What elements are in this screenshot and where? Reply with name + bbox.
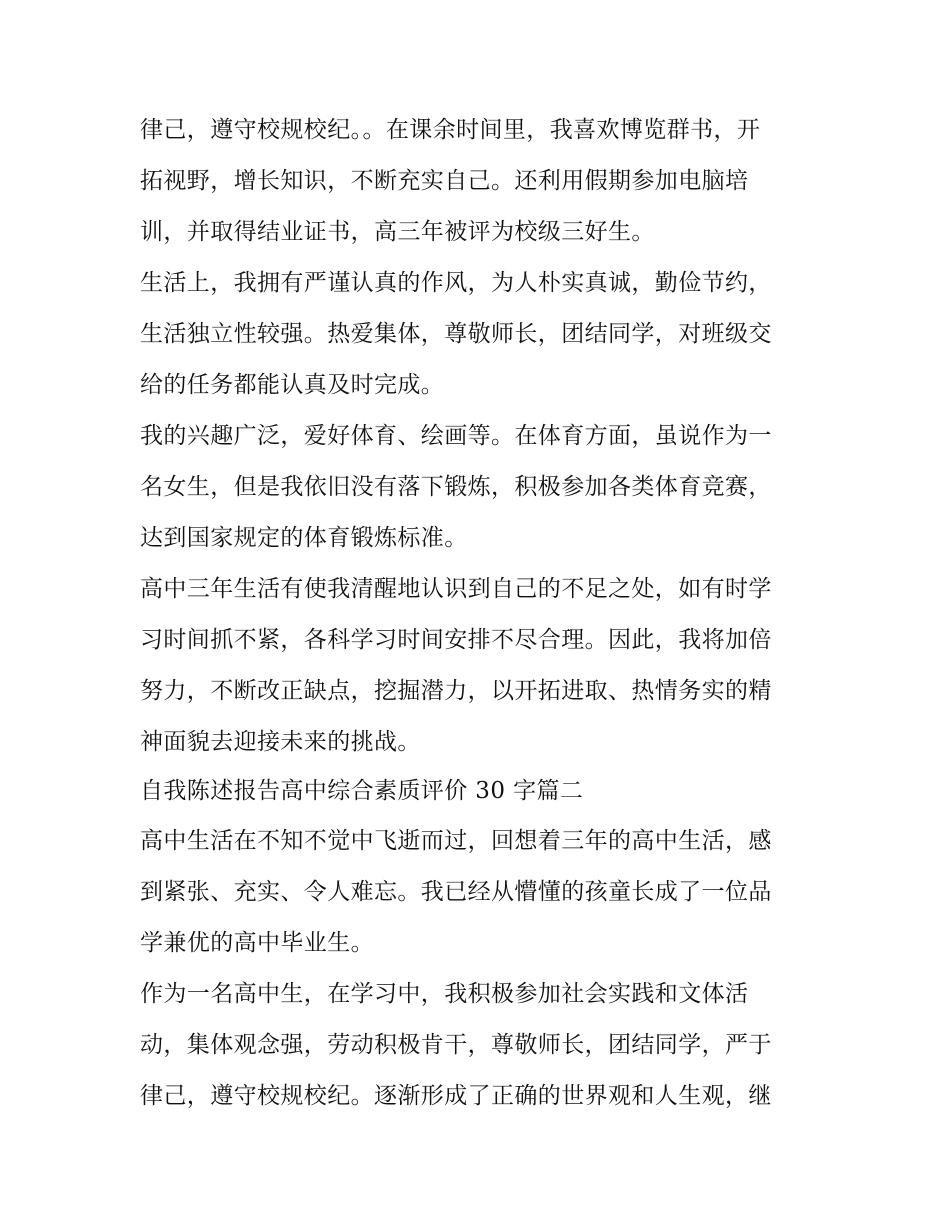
text-line: 训，并取得结业证书，高三年被评为校级三好生。: [140, 219, 655, 245]
text-line: 到紧张、充实、令人难忘。我已经从懵懂的孩童长成了一位品: [140, 879, 772, 905]
text-line: 我的兴趣广泛，爱好体育、绘画等。在体育方面，虽说作为一: [140, 423, 772, 449]
text-line: 高中三年生活有使我清醒地认识到自己的不足之处，如有时学: [140, 576, 772, 602]
text-line: 高中生活在不知不觉中飞逝而过，回想着三年的高中生活，感: [140, 828, 772, 854]
text-line: 律己，遵守校规校纪。。在课余时间里，我喜欢博览群书，开: [140, 117, 761, 143]
text-line: 律己，遵守校规校纪。逐渐形成了正确的世界观和人生观，继: [140, 1083, 772, 1109]
text-line: 达到国家规定的体育锻炼标准。: [140, 525, 468, 551]
text-line: 动，集体观念强，劳动积极肯干，尊敬师长，团结同学，严于: [140, 1032, 772, 1058]
text-line: 生活上，我拥有严谨认真的作风，为人朴实真诚，勤俭节约，: [140, 270, 772, 296]
text-line: 给的任务都能认真及时完成。: [140, 372, 445, 398]
text-line: 生活独立性较强。热爱集体，尊敬师长，团结同学，对班级交: [140, 321, 772, 347]
section-heading: 自我陈述报告高中综合素质评价 30 字篇二: [140, 778, 584, 804]
text-line: 神面貌去迎接未来的挑战。: [140, 729, 421, 755]
text-line: 名女生，但是我依旧没有落下锻炼，积极参加各类体育竞赛，: [140, 474, 772, 500]
text-line: 作为一名高中生，在学习中，我积极参加社会实践和文体活: [140, 981, 749, 1007]
text-line: 努力，不断改正缺点，挖掘潜力，以开拓进取、热情务实的精: [140, 678, 772, 704]
text-line: 学兼优的高中毕业生。: [140, 930, 374, 956]
text-line: 习时间抓不紧，各科学习时间安排不尽合理。因此，我将加倍: [140, 627, 772, 653]
text-line: 拓视野，增长知识，不断充实自己。还利用假期参加电脑培: [140, 168, 749, 194]
